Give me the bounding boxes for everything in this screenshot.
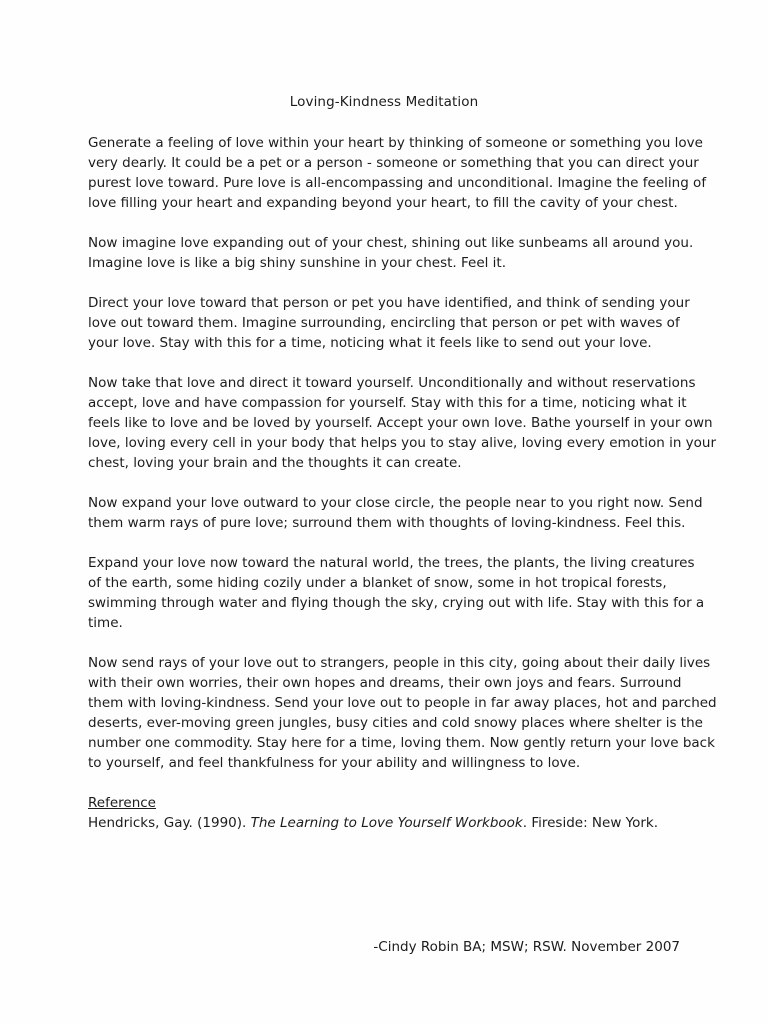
paragraph-line: with their own worries, their own hopes and dreams, their own joys and fears. Surround: [88, 675, 682, 691]
paragraph-line: your love. Stay with this for a time, noticing what it feels like to send out your love.: [88, 335, 652, 351]
reference-heading: Reference: [88, 795, 156, 811]
document-body: [88, 133, 717, 833]
paragraph-line: Imagine love is like a big shiny sunshine in your chest. Feel it.: [88, 255, 506, 271]
paragraph-line: swimming through water and flying though the sky, crying out with life. Stay with this for a: [88, 595, 705, 611]
paragraph-line: Expand your love now toward the natural world, the trees, the plants, the living creatures: [88, 555, 695, 571]
paragraph-2: [88, 233, 694, 273]
paragraph-line: of the earth, some hiding cozily under a blanket of snow, some in hot tropical forests,: [88, 575, 667, 591]
paragraph-line: Now take that love and direct it toward yourself. Unconditionally and without reservations: [88, 375, 696, 391]
paragraph-line: love, loving every cell in your body that helps you to stay alive, loving every emotion in your: [88, 435, 717, 451]
reference-section: [88, 793, 690, 833]
paragraph-line: them with loving-kindness. Send your love out to people in far away places, hot and parched: [88, 695, 717, 711]
paragraph-line: Now send rays of your love out to strangers, people in this city, going about their daily lives: [88, 655, 711, 671]
paragraph-line: very dearly. It could be a pet or a person - someone or something that you can direct your: [88, 155, 699, 171]
reference-citation: [88, 813, 690, 833]
paragraph-line: chest, loving your brain and the thoughts it can create.: [88, 455, 462, 471]
paragraph-5: [88, 493, 703, 533]
paragraph-line: love out toward them. Imagine surrounding, encircling that person or pet with waves of: [88, 315, 680, 331]
citation-book-title: The Learning to Love Yourself Workbook: [250, 815, 523, 831]
paragraph-line: accept, love and have compassion for yourself. Stay with this for a time, noticing what it: [88, 395, 687, 411]
paragraph-line: love filling your heart and expanding beyond your heart, to fill the cavity of your chest.: [88, 195, 678, 211]
paragraph-line: feels like to love and be loved by yourself. Accept your own love. Bathe yourself in your own: [88, 415, 713, 431]
paragraph-line: Direct your love toward that person or pet you have identified, and think of sending your: [88, 295, 690, 311]
paragraph-line: Now expand your love outward to your close circle, the people near to you right now. Send: [88, 495, 703, 511]
paragraph-6: [88, 553, 705, 633]
paragraph-line: Generate a feeling of love within your heart by thinking of someone or something you love: [88, 135, 703, 151]
paragraph-line: number one commodity. Stay here for a time, loving them. Now gently return your love back: [88, 735, 715, 751]
citation-author-year: Hendricks, Gay. (1990).: [88, 815, 251, 831]
paragraph-line: Now imagine love expanding out of your chest, shining out like sunbeams all around you.: [88, 235, 694, 251]
paragraph-line: purest love toward. Pure love is all-encompassing and unconditional. Imagine the feeling of: [88, 175, 707, 191]
paragraph-line: deserts, ever-moving green jungles, busy cities and cold snowy places where shelter is the: [88, 715, 703, 731]
paragraph-line: time.: [88, 615, 123, 631]
paragraph-line: to yourself, and feel thankfulness for your ability and willingness to love.: [88, 755, 581, 771]
author-signature: -Cindy Robin BA; MSW; RSW. November 2007: [373, 939, 680, 955]
paragraph-7: [88, 653, 717, 773]
document-title: Loving-Kindness Meditation: [289, 94, 479, 110]
paragraph-4: [88, 373, 717, 473]
paragraph-3: [88, 293, 690, 353]
citation-publisher: . Fireside: New York.: [522, 815, 659, 831]
paragraph-line: them warm rays of pure love; surround them with thoughts of loving-kindness. Feel this.: [88, 515, 686, 531]
paragraph-1: [88, 133, 707, 213]
